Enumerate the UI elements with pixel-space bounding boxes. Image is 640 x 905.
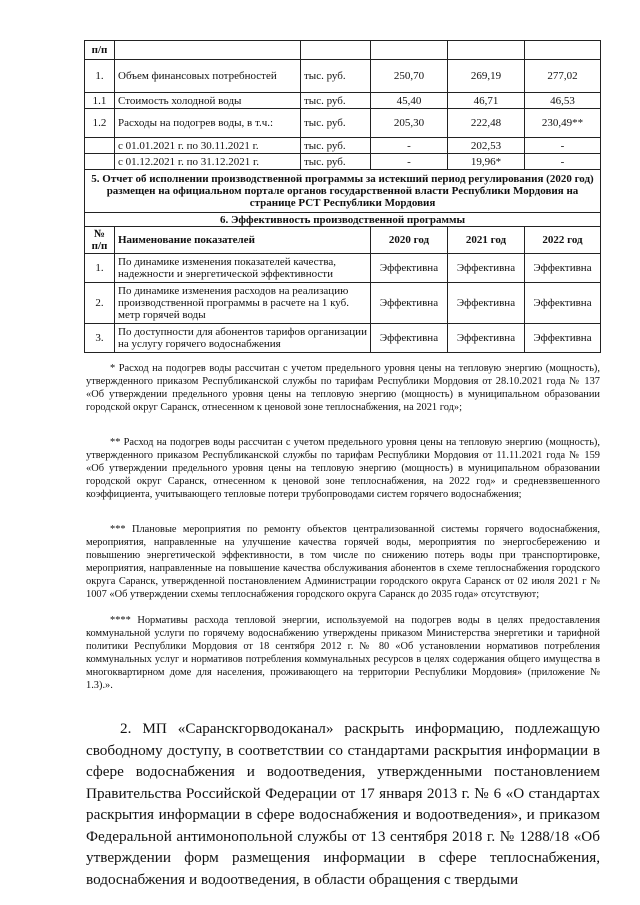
eff-row-1: 1. По динамике изменения показателей качества, надежности и энергетической эффективности Эффективна Эффективна Эффективна [85, 254, 601, 283]
fin-row-1: 1. Объем финансовых потребностей тыс. руб. 250,70 269,19 277,02 [85, 60, 601, 93]
footnote-2: ** Расход на подогрев воды рассчитан с учетом предельного уровня цены на тепловую энергию (мощность), утвержденного приказом Республиканской службы по тарифам Республики Мордовия от 11.11.2021 года № 159 «Об утверждении предельного уровня цены на тепловую энергию (мощность) в муниципальном образовании городской округ Саранск, отнесенном к ценовой зоне теплоснабжения, на 2022 год» и средневзвешенного коэффициента, учитывающего тепловые потери трубопроводами систем горячего водоснабжения; [86, 437, 600, 500]
section-6-row [85, 213, 601, 227]
fin-row-1-1: 1.1 Стоимость холодной воды тыс. руб. 45,40 46,71 46,53 [85, 93, 601, 109]
eff-row-3: 3. По доступности для абонентов тарифов организации на услугу горячего водоснабжения Эффективна Эффективна Эффективна [85, 324, 601, 353]
section-5-row [85, 170, 601, 213]
fin-row-period-2: с 01.12.2021 г. по 31.12.2021 г. тыс. руб. - 19,96* - [85, 154, 601, 170]
body-paragraph: 2. МП «Саранскгорводоканал» раскрыть информацию, подлежащую свободному доступу, в соответствии со стандартами раскрытия информации в сфере водоснабжения и водоотведения, утвержденными постановлением Правительства Российской Федерации от 17 января 2013 г. № 6 «О стандартах раскрытия информации в сфере водоснабжения и водоотведения», и приказом Федеральной антимонопольной службы от 13 сентября 2018 г. № 1288/18 «Об утверждении форм размещения информации в сфере теплоснабжения, водоснабжения и водоотведения, в области обращения с твердыми [86, 720, 600, 888]
footnote-3: *** Плановые мероприятия по ремонту объектов централизованной системы горячего водоснабжения, мероприятия, направленные на улучшение качества горячей воды, мероприятия по энергосбережению и повышению энергетической эффективности, в том числе по снижению потерь воды при транспортировке, мероприятия, направленные на повышение качества обслуживания абонентов в схеме теплоснабжения городского округа Саранск, утвержденной постановлением Администрации городского округа Саранск от 02 июля 2021 г № 1007 «Об утверждении схемы теплоснабжения городского округа Саранск до 2035 года» отсутствуют; [86, 524, 600, 600]
fin-row-1-2: 1.2 Расходы на подогрев воды, в т.ч.: тыс. руб. 205,30 222,48 230,49** [85, 109, 601, 138]
footnote-1: * Расход на подогрев воды рассчитан с учетом предельного уровня цены на тепловую энергию (мощность), утвержденного приказом Республиканской службы по тарифам Республики Мордовия от 28.10.2021 года № 137 «Об утверждении предельного уровня цены на тепловую энергию (мощность) в муниципальном образовании городской округ Саранск, отнесенном к ценовой зоне теплоснабжения, на 2021 год»; [86, 363, 600, 413]
eff-row-2: 2. По динамике изменения расходов на реализацию производственной программы в расчете на 1 куб. метр горячей воды Эффективна Эффективна Эффективна [85, 283, 601, 324]
eff-head-row: № п/п Наименование показателей 2020 год 2021 год 2022 год [85, 227, 601, 254]
footnote-4: **** Нормативы расхода тепловой энергии, используемой на подогрев воды в целях предоставления коммунальной услуги по горячему водоснабжению утверждены приказом Министерства энергетики и тарифной политики Республики Мордовия от 18 сентября 2012 г. № 80 «Об установлении нормативов потребления коммунальных услуг и нормативов потребления коммунальных ресурсов в целях содержания общего имущества в многоквартирном доме для населения, проживающего на территории Республики Мордовия» (приложение № 1.3).». [86, 615, 600, 691]
head-num: п/п [85, 41, 115, 60]
section-6-heading: 6. Эффективность производственной программы [85, 213, 601, 227]
table-head-row [85, 41, 601, 60]
program-table [84, 40, 601, 353]
section-5-heading: 5. Отчет об исполнении производственной программы за истекший период регулирования (2020 год) размещен на официальном портале органов государственной власти Республики Мордовия на странице РСТ Республики Мордовия [85, 170, 601, 213]
fin-row-period-1: с 01.01.2021 г. по 30.11.2021 г. тыс. руб. - 202,53 - [85, 138, 601, 154]
